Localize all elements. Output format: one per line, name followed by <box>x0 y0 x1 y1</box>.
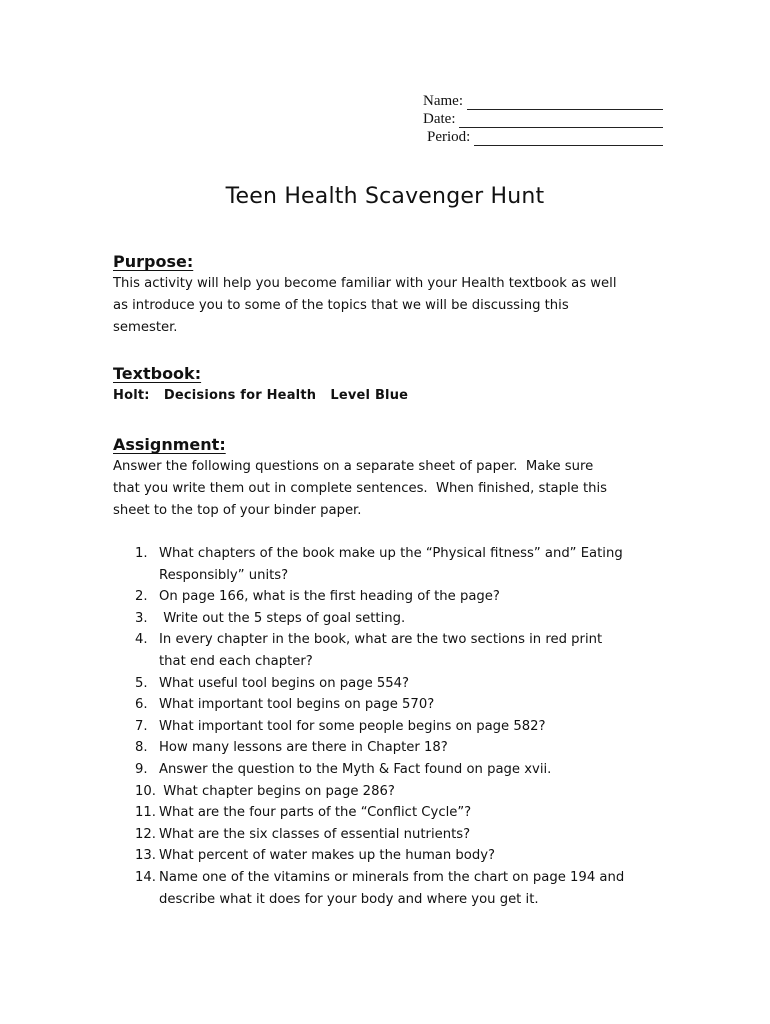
question-number: 11. <box>135 805 156 821</box>
assignment-line: Answer the following questions on a separate sheet of paper. Make sure <box>113 459 594 474</box>
question-item <box>113 802 673 824</box>
question-number: 13. <box>135 848 156 864</box>
question-number: 8. <box>135 740 148 756</box>
question-item <box>113 608 673 630</box>
question-text: What chapters of the book make up the “Physical fitness” and” Eating <box>159 546 623 561</box>
question-item <box>113 629 673 672</box>
purpose-heading: Purpose: <box>113 252 194 271</box>
question-item <box>113 867 673 910</box>
question-number: 5. <box>135 675 148 691</box>
question-number: 7. <box>135 718 148 734</box>
question-text: What important tool begins on page 570? <box>159 697 435 713</box>
question-item <box>113 543 673 586</box>
period-label: Period: <box>427 129 471 145</box>
question-item <box>113 759 673 781</box>
question-item <box>113 716 673 738</box>
question-text: Answer the question to the Myth & Fact found on page xvii. <box>159 761 552 777</box>
date-field <box>423 110 663 128</box>
purpose-line: This activity will help you become familiar with your Health textbook as well <box>113 276 617 291</box>
question-number: 14. <box>135 869 156 885</box>
question-number: 12. <box>135 826 156 842</box>
question-item <box>113 673 673 695</box>
question-number: 2. <box>135 589 148 605</box>
question-text: What are the six classes of essential nutrients? <box>159 826 471 842</box>
question-text: Write out the 5 steps of goal setting. <box>159 610 406 626</box>
question-number: 6. <box>135 697 148 713</box>
question-number: 10. <box>135 783 156 799</box>
question-number: 1. <box>135 546 148 561</box>
question-text: On page 166, what is the first heading of the page? <box>159 589 500 605</box>
textbook-section <box>113 363 673 407</box>
assignment-section <box>113 434 673 522</box>
question-item <box>113 586 673 608</box>
question-item <box>113 845 673 867</box>
question-text: What important tool for some people begins on page 582? <box>159 718 546 734</box>
purpose-line: as introduce you to some of the topics that we will be discussing this <box>113 298 569 313</box>
purpose-section <box>113 251 673 339</box>
assignment-line: sheet to the top of your binder paper. <box>113 503 362 518</box>
question-number: 3. <box>135 610 148 626</box>
question-item <box>113 694 673 716</box>
question-list <box>113 543 673 910</box>
question-text: What are the four parts of the “Conflict Cycle”? <box>159 805 472 821</box>
student-info-fields <box>423 92 663 146</box>
question-number: 9. <box>135 761 148 777</box>
question-text: What percent of water makes up the human body? <box>159 848 496 864</box>
name-label: Name: <box>423 93 463 109</box>
period-blank-line <box>474 131 663 146</box>
name-blank-line <box>467 95 663 110</box>
date-label: Date: <box>423 111 456 127</box>
question-text: In every chapter in the book, what are the two sections in red print <box>159 632 603 648</box>
name-field <box>423 92 663 110</box>
textbook-heading: Textbook: <box>113 364 202 383</box>
textbook-title: Holt: Decisions for Health Level Blue <box>113 388 409 403</box>
question-text: Responsibly” units? <box>159 567 289 583</box>
question-item <box>113 824 673 846</box>
purpose-line: semester. <box>113 320 178 335</box>
question-text: What chapter begins on page 286? <box>159 783 395 799</box>
question-text: What useful tool begins on page 554? <box>159 675 410 691</box>
period-field <box>423 128 663 146</box>
page-title: Teen Health Scavenger Hunt <box>225 184 545 209</box>
question-text: How many lessons are there in Chapter 18? <box>159 740 448 756</box>
question-text: describe what it does for your body and where you get it. <box>159 891 539 907</box>
question-item <box>113 781 673 803</box>
question-text: that end each chapter? <box>159 653 313 669</box>
question-item <box>113 737 673 759</box>
assignment-line: that you write them out in complete sentences. When finished, staple this <box>113 481 608 496</box>
question-text: Name one of the vitamins or minerals from the chart on page 194 and <box>159 869 625 885</box>
question-number: 4. <box>135 632 148 648</box>
date-blank-line <box>459 113 663 128</box>
assignment-heading: Assignment: <box>113 435 226 454</box>
